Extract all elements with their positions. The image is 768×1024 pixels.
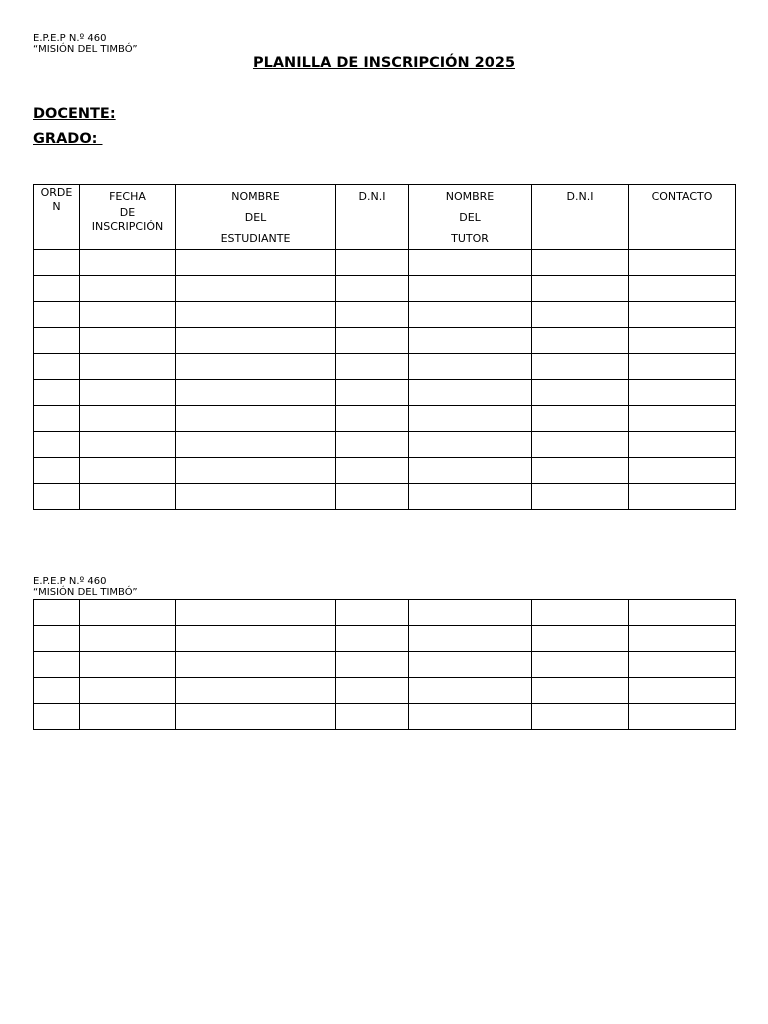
cell-nombre-tutor [409,354,532,380]
cell-dni-tutor [532,484,629,510]
table-row [34,652,736,678]
cell-dni-tutor [532,380,629,406]
cell-fecha [80,678,176,704]
cell-fecha [80,406,176,432]
cell-dni-tutor [532,678,629,704]
cell-dni-estudiante [336,484,409,510]
cell-nombre-tutor [409,250,532,276]
cell-contacto [629,704,736,730]
registration-table [33,184,736,510]
cell-nombre-tutor [409,406,532,432]
cell-orden [34,302,80,328]
cell-nombre-estudiante [176,600,336,626]
cell-fecha [80,704,176,730]
table-row [34,458,736,484]
page-title: PLANILLA DE INSCRIPCIÓN 2025 [252,55,516,71]
cell-dni-estudiante [336,704,409,730]
cell-contacto [629,626,736,652]
cell-nombre-estudiante [176,432,336,458]
cell-dni-estudiante [336,406,409,432]
school-number: E.P.E.P N.º 460 [33,33,107,44]
cell-nombre-tutor [409,704,532,730]
cell-orden [34,704,80,730]
registration-table-continued [33,599,736,730]
cell-nombre-tutor [409,626,532,652]
cell-dni-tutor [532,328,629,354]
grado-label: GRADO: [33,131,103,147]
cell-fecha [80,458,176,484]
header-dni-estudiante: D.N.I [336,185,409,250]
table-row [34,302,736,328]
cell-contacto [629,354,736,380]
cell-dni-tutor [532,406,629,432]
cell-orden [34,652,80,678]
cell-nombre-estudiante [176,704,336,730]
school-name: “MISIÓN DEL TIMBÓ” [33,44,138,55]
cell-nombre-estudiante [176,380,336,406]
cell-dni-tutor [532,626,629,652]
cell-contacto [629,302,736,328]
cell-orden [34,276,80,302]
cell-nombre-tutor [409,652,532,678]
cell-nombre-estudiante [176,354,336,380]
cell-dni-estudiante [336,678,409,704]
cell-contacto [629,432,736,458]
cell-nombre-estudiante [176,406,336,432]
cell-dni-estudiante [336,600,409,626]
cell-dni-tutor [532,302,629,328]
cell-contacto [629,678,736,704]
header-dni-tutor: D.N.I [532,185,629,250]
table-row [34,406,736,432]
cell-nombre-estudiante [176,328,336,354]
cell-dni-tutor [532,354,629,380]
cell-dni-estudiante [336,328,409,354]
cell-contacto [629,600,736,626]
table-row [34,678,736,704]
cell-nombre-estudiante [176,626,336,652]
table-row [34,600,736,626]
cell-fecha [80,600,176,626]
cell-contacto [629,250,736,276]
table-row [34,250,736,276]
cell-fecha [80,354,176,380]
cell-dni-estudiante [336,354,409,380]
cell-orden [34,458,80,484]
school-number: E.P.E.P N.º 460 [33,576,107,587]
cell-nombre-estudiante [176,652,336,678]
table-header-row [34,185,736,250]
cell-dni-tutor [532,276,629,302]
cell-nombre-tutor [409,380,532,406]
school-name: “MISIÓN DEL TIMBÓ” [33,587,138,598]
table-row [34,354,736,380]
cell-dni-estudiante [336,250,409,276]
cell-nombre-estudiante [176,678,336,704]
cell-contacto [629,458,736,484]
cell-nombre-estudiante [176,458,336,484]
cell-nombre-estudiante [176,250,336,276]
header-nombre-tutor: NOMBRE DEL TUTOR [409,185,532,250]
cell-fecha [80,652,176,678]
cell-contacto [629,276,736,302]
cell-dni-tutor [532,652,629,678]
cell-contacto [629,652,736,678]
table-row [34,276,736,302]
header-nombre-estudiante: NOMBRE DEL ESTUDIANTE [176,185,336,250]
cell-orden [34,406,80,432]
cell-nombre-tutor [409,600,532,626]
cell-nombre-estudiante [176,484,336,510]
table-row [34,626,736,652]
cell-contacto [629,484,736,510]
cell-dni-tutor [532,458,629,484]
cell-orden [34,250,80,276]
cell-contacto [629,406,736,432]
cell-dni-estudiante [336,652,409,678]
cell-dni-tutor [532,704,629,730]
cell-fecha [80,276,176,302]
cell-orden [34,678,80,704]
cell-nombre-estudiante [176,302,336,328]
cell-dni-estudiante [336,276,409,302]
cell-nombre-tutor [409,276,532,302]
table-row [34,484,736,510]
cell-fecha [80,250,176,276]
cell-orden [34,626,80,652]
cell-dni-estudiante [336,458,409,484]
cell-nombre-tutor [409,432,532,458]
table-row [34,328,736,354]
cell-dni-tutor [532,600,629,626]
school-header [33,33,138,55]
cell-fecha [80,484,176,510]
header-fecha-inscripcion: FECHA DE INSCRIPCIÓN [80,185,176,250]
cell-fecha [80,626,176,652]
table-row [34,432,736,458]
cell-contacto [629,380,736,406]
cell-dni-estudiante [336,380,409,406]
table-row [34,380,736,406]
cell-orden [34,432,80,458]
cell-orden [34,484,80,510]
cell-dni-estudiante [336,302,409,328]
cell-nombre-tutor [409,678,532,704]
cell-dni-tutor [532,250,629,276]
cell-nombre-tutor [409,458,532,484]
header-contacto: CONTACTO [629,185,736,250]
cell-orden [34,380,80,406]
school-header-page2 [33,576,138,598]
cell-dni-estudiante [336,432,409,458]
cell-nombre-estudiante [176,276,336,302]
cell-orden [34,354,80,380]
cell-fecha [80,380,176,406]
cell-dni-estudiante [336,626,409,652]
cell-nombre-tutor [409,484,532,510]
cell-fecha [80,302,176,328]
cell-nombre-tutor [409,302,532,328]
cell-nombre-tutor [409,328,532,354]
header-orden: ORDE N [34,185,80,250]
cell-fecha [80,432,176,458]
cell-orden [34,600,80,626]
table-row [34,704,736,730]
cell-orden [34,328,80,354]
docente-label: DOCENTE: [33,106,116,122]
cell-dni-tutor [532,432,629,458]
cell-fecha [80,328,176,354]
cell-contacto [629,328,736,354]
